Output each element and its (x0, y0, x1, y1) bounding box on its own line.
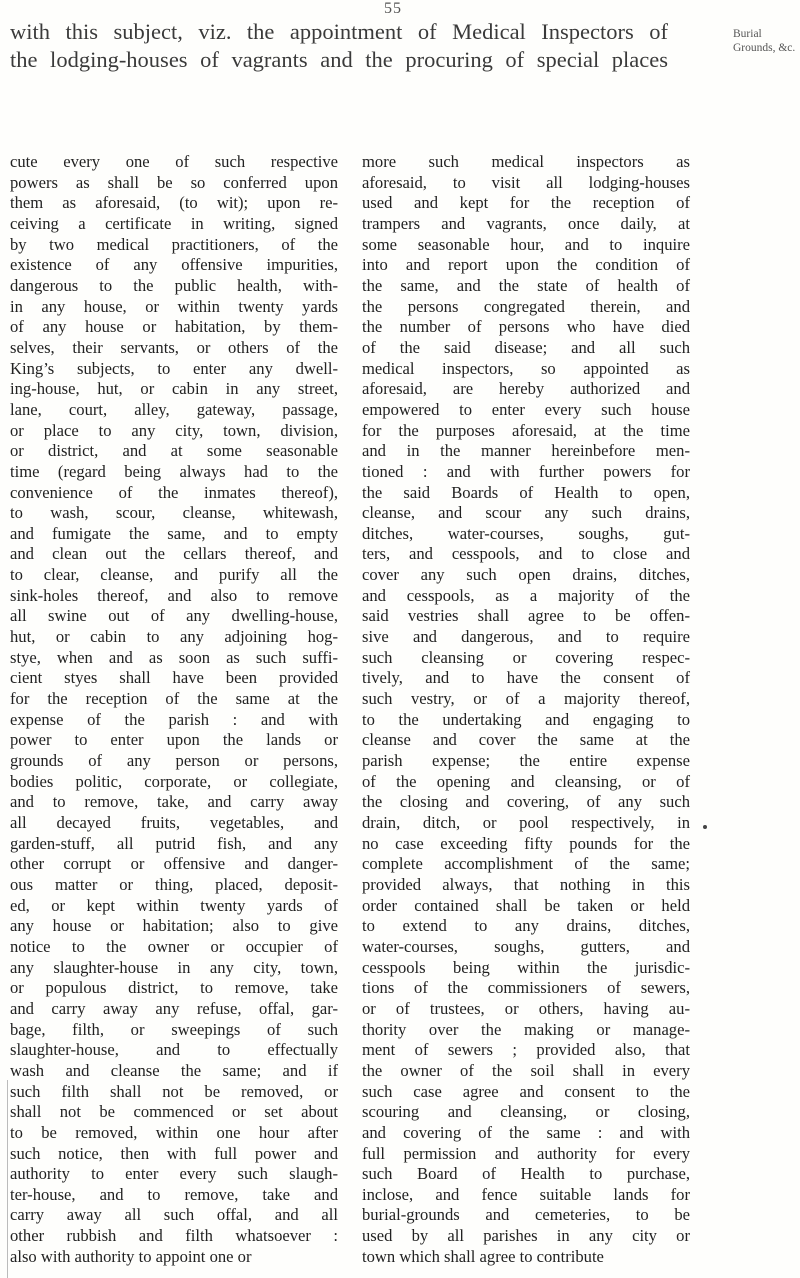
text-line: ous matter or thing, placed, deposit- (10, 874, 338, 894)
text-line: ed, or kept within twenty yards of (10, 895, 338, 915)
text-line: town which shall agree to contribute (362, 1246, 604, 1266)
text-line: by two medical practitioners, of the (10, 234, 338, 254)
text-line: to extend to any drains, ditches, (362, 916, 690, 936)
text-line: other corrupt or offensive and danger- (10, 854, 338, 874)
margin-note-line-1: Burial (733, 28, 762, 40)
text-line: other rubbish and filth whatsoever : (10, 1226, 338, 1246)
text-line: water-courses, soughs, gutters, and (362, 936, 690, 956)
text-line: order contained shall be taken or held (362, 895, 690, 915)
text-line: cleanse and cover the same at the (362, 730, 690, 750)
text-line: dangerous to the public health, with- (10, 275, 338, 295)
text-line: ing-house, hut, or cabin in any street, (10, 379, 338, 399)
text-line: such filth shall not be removed, or (10, 1081, 338, 1101)
ink-speck (703, 825, 707, 829)
text-line: or of trustees, or others, having au- (362, 998, 690, 1018)
text-line: bage, filth, or sweepings of such (10, 1019, 338, 1039)
text-line: and in the manner hereinbefore men- (362, 441, 690, 461)
text-line: sive and dangerous, and to require (362, 627, 690, 647)
text-line: aforesaid, are hereby authorized and (362, 379, 690, 399)
text-line: of the opening and cleansing, or of (362, 771, 690, 791)
text-line: also with authority to appoint one or (10, 1246, 252, 1266)
text-line: tions of the commissioners of sewers, (362, 978, 690, 998)
text-line: some seasonable hour, and to inquire (362, 234, 690, 254)
text-line: drain, ditch, or pool respectively, in (362, 813, 690, 832)
text-line: garden-stuff, all putrid fish, and any (10, 833, 338, 853)
text-line: to be removed, within one hour after (10, 1122, 338, 1142)
text-line: the said Boards of Health to open, (362, 482, 690, 502)
text-line: such vestry, or of a majority thereof, (362, 689, 690, 709)
heading-line-1: with this subject, viz. the appointment of Medical Inspectors of (10, 19, 668, 44)
text-line: such case agree and consent to the (362, 1081, 690, 1101)
text-line: slaughter-house, and to effectually (10, 1040, 338, 1060)
text-line: all swine out of any dwelling-house, (10, 606, 338, 626)
text-line: and fumigate the same, and to empty (10, 523, 338, 543)
text-line: of the said disease; and all such (362, 337, 690, 357)
text-line: carry away all such offal, and all (10, 1205, 338, 1225)
text-line: any house or habitation; also to give (10, 916, 338, 936)
text-line: them as aforesaid, (to wit); upon re- (10, 193, 338, 213)
page-number: 55 (384, 0, 402, 17)
text-line: cient styes shall have been provided (10, 668, 338, 688)
text-line: no case exceeding fifty pounds for the (362, 833, 690, 853)
text-line: and carry away any refuse, offal, gar- (10, 998, 338, 1018)
text-line: or place to any city, town, division, (10, 420, 338, 440)
text-line: to wash, scour, cleanse, whitewash, (10, 503, 338, 523)
text-line: such notice, then with full power and (10, 1143, 338, 1163)
text-line: full permission and authority for every (362, 1143, 690, 1163)
text-line: parish expense; the entire expense (362, 751, 690, 771)
text-line: or district, and at some seasonable (10, 441, 338, 461)
text-line: cute every one of such respective (10, 152, 338, 171)
text-line: inclose, and fence suitable lands for (362, 1184, 690, 1204)
text-line: ter-house, and to remove, take and (10, 1184, 338, 1204)
text-line: to clear, cleanse, and purify all the (10, 565, 338, 585)
text-line: provided always, that nothing in this (362, 874, 690, 894)
running-heading (10, 18, 668, 74)
text-line: authority to enter every such slaugh- (10, 1164, 338, 1184)
page-edge-line (7, 1080, 8, 1278)
text-line: complete accomplishment of the same; (362, 854, 690, 874)
text-line: of any house or habitation, by them- (10, 317, 338, 337)
text-line: or populous district, to remove, take (10, 978, 338, 998)
text-line: medical inspectors, so appointed as (362, 358, 690, 378)
text-line: to the undertaking and engaging to (362, 709, 690, 729)
text-line: and clean out the cellars thereof, and (10, 544, 338, 564)
text-line: powers as shall be so conferred upon (10, 172, 338, 192)
text-line: wash and cleanse the same; and if (10, 1060, 338, 1080)
text-line: for the reception of the same at the (10, 689, 338, 709)
text-line: cleanse, and scour any such drains, (362, 503, 690, 523)
margin-note (733, 27, 800, 55)
text-line: expense of the parish : and with (10, 709, 338, 729)
text-line: sink-holes thereof, and also to remove (10, 585, 338, 605)
text-line: ditches, water-courses, soughs, gut- (362, 523, 690, 543)
text-line: the owner of the soil shall in every (362, 1060, 690, 1080)
text-line: scouring and cleansing, or closing, (362, 1102, 690, 1122)
text-line: bodies politic, corporate, or collegiate, (10, 771, 338, 791)
text-line: notice to the owner or occupier of (10, 936, 338, 956)
text-line: burial-grounds and cemeteries, to be (362, 1205, 690, 1225)
text-line: tioned : and with further powers for (362, 461, 690, 481)
margin-note-line-2: Grounds, &c. (733, 42, 796, 54)
text-line: lane, court, alley, gateway, passage, (10, 399, 338, 419)
text-line: such Board of Health to purchase, (362, 1164, 690, 1184)
text-line: in any house, or within twenty yards (10, 296, 338, 316)
text-line: aforesaid, to visit all lodging-houses (362, 172, 690, 192)
right-text-column (362, 152, 690, 1267)
text-line: the closing and covering, of any such (362, 792, 690, 812)
text-line: existence of any offensive impurities, (10, 255, 338, 275)
text-line: and to remove, take, and carry away (10, 792, 338, 812)
text-line: used by all parishes in any city or (362, 1226, 690, 1246)
text-line: stye, when and as soon as such suffi- (10, 647, 338, 667)
left-text-column (10, 152, 338, 1267)
text-line: any slaughter-house in any city, town, (10, 957, 338, 977)
text-line: said vestries shall agree to be offen- (362, 606, 690, 626)
text-line: ceiving a certificate in writing, signed (10, 213, 338, 233)
text-line: thority over the making or manage- (362, 1019, 690, 1039)
text-line: for the purposes aforesaid, at the time (362, 420, 690, 440)
text-line: such cleansing or covering respec- (362, 647, 690, 667)
text-line: cesspools being within the jurisdic- (362, 957, 690, 977)
text-line: cover any such open drains, ditches, (362, 565, 690, 585)
text-line: all decayed fruits, vegetables, and (10, 813, 338, 832)
text-line: tively, and to have the consent of (362, 668, 690, 688)
text-line: time (regard being always had to the (10, 461, 338, 481)
text-line: and covering of the same : and with (362, 1122, 690, 1142)
text-line: the number of persons who have died (362, 317, 690, 337)
text-line: more such medical inspectors as (362, 152, 690, 171)
text-line: ment of sewers ; provided also, that (362, 1040, 690, 1060)
heading-line-2: the lodging-houses of vagrants and the procuring of special places (10, 47, 668, 72)
text-line: convenience of the inmates thereof), (10, 482, 338, 502)
text-line: the persons congregated therein, and (362, 296, 690, 316)
text-line: trampers and vagrants, once daily, at (362, 213, 690, 233)
text-line: ters, and cesspools, and to close and (362, 544, 690, 564)
text-line: hut, or cabin to any adjoining hog- (10, 627, 338, 647)
text-line: King’s subjects, to enter any dwell- (10, 358, 338, 378)
text-line: grounds of any person or persons, (10, 751, 338, 771)
text-line: used and kept for the reception of (362, 193, 690, 213)
text-line: selves, their servants, or others of the (10, 337, 338, 357)
text-line: empowered to enter every such house (362, 399, 690, 419)
text-line: the same, and the state of health of (362, 275, 690, 295)
text-line: and cesspools, as a majority of the (362, 585, 690, 605)
text-line: shall not be commenced or set about (10, 1102, 338, 1122)
text-line: power to enter upon the lands or (10, 730, 338, 750)
text-line: into and report upon the condition of (362, 255, 690, 275)
